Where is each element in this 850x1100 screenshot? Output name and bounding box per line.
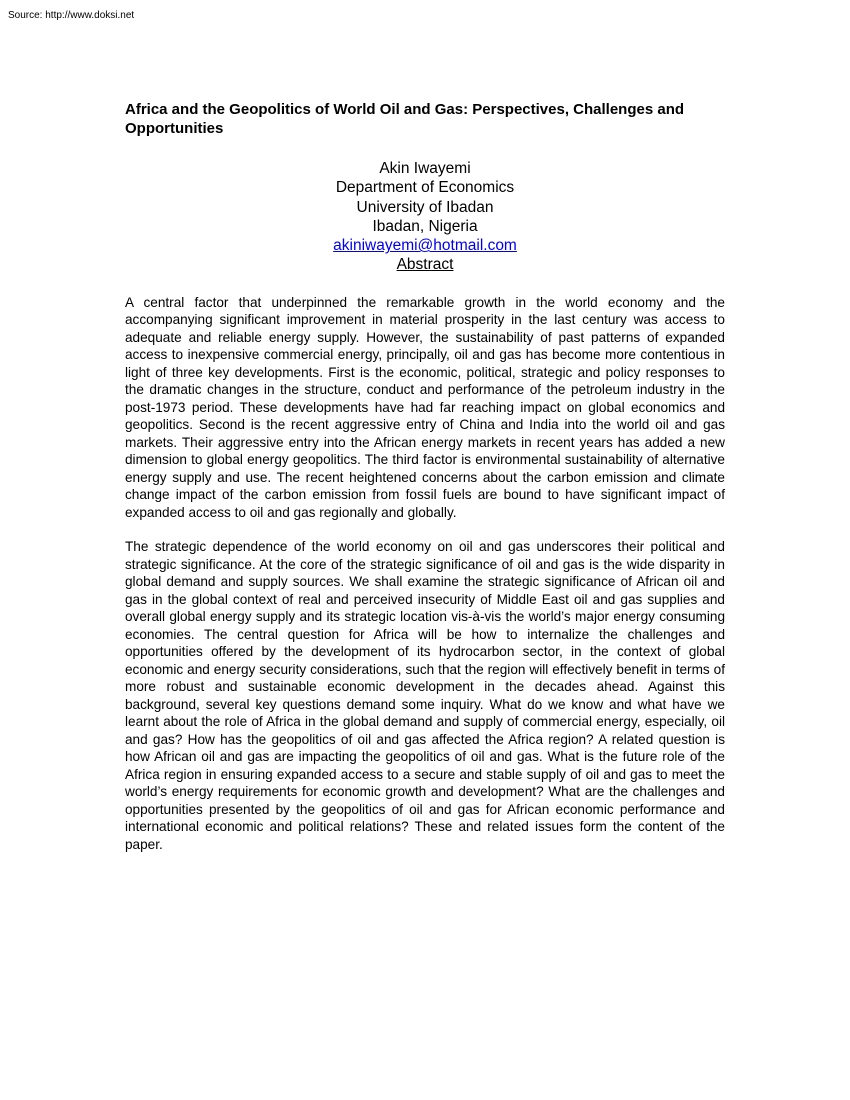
author-email-row [125, 236, 725, 255]
paper-title: Africa and the Geopolitics of World Oil and Gas: Perspectives, Challenges and Opportunities [125, 101, 685, 137]
abstract-body [125, 294, 725, 854]
author-location: Ibadan, Nigeria [372, 217, 478, 235]
author-email-link[interactable]: akiniwayemi@hotmail.com [333, 237, 517, 255]
abstract-paragraph: The strategic dependence of the world economy on oil and gas underscores their political and strategic significance. At the core of the strategic significance of oil and gas is the wide disparity in global demand and supply sources. We shall examine the strategic significance of African oil and gas in the global context of real and perceived insecurity of Middle East oil and gas supplies and overall global energy supply and its strategic location vis-à-vis the world’s major energy consuming economies. The central question for Africa will be how to internalize the challenges and opportunities offered by the development of its hydrocarbon sector, in the context of global economic and energy security considerations, such that the region will effectively benefit in terms of more robust and sustainable economic development in the decades ahead. Against this background, several key questions demand some inquiry. What do we know and what have we learnt about the role of Africa in the global demand and supply of commercial energy, especially, oil and gas? How has the geopolitics of oil and gas affected the Africa region? A related question is how African oil and gas are impacting the geopolitics of oil and gas. What is the future role of the Africa region in ensuring expanded access to a secure and stable supply of oil and gas to meet the world’s energy requirements for economic growth and development? What are the challenges and opportunities presented by the geopolitics of oil and gas for African economic performance and international economic and political relations? These and related issues form the content of the paper. [125, 539, 725, 852]
abstract-heading: Abstract [396, 256, 454, 274]
document-page [125, 100, 725, 853]
author-block [125, 159, 725, 275]
author-department: Department of Economics [335, 179, 515, 197]
source-label: Source: http://www.doksi.net [8, 10, 135, 21]
abstract-paragraph: A central factor that underpinned the remarkable growth in the world economy and the accompanying significant improvement in material prosperity in the last century was access to adequate and reliable energy supply. However, the sustainability of past patterns of expanded access to inexpensive commercial energy, principally, oil and gas has become more contentious in light of three key developments. First is the economic, political, strategic and policy responses to the dramatic changes in the structure, conduct and performance of the petroleum industry in the post-1973 period. These developments have had far reaching impact on global economics and geopolitics. Second is the recent aggressive entry of China and India into the world oil and gas markets. Their aggressive entry into the African energy markets in recent years has added a new dimension to global energy geopolitics. The third factor is environmental sustainability of alternative energy supply and use. The recent heightened concerns about the carbon emission and climate change impact of the carbon emission from fossil fuels are bound to have significant impact of expanded access to oil and gas regionally and globally. [125, 294, 725, 520]
author-university: University of Ibadan [356, 198, 494, 216]
author-name: Akin Iwayemi [379, 160, 471, 177]
